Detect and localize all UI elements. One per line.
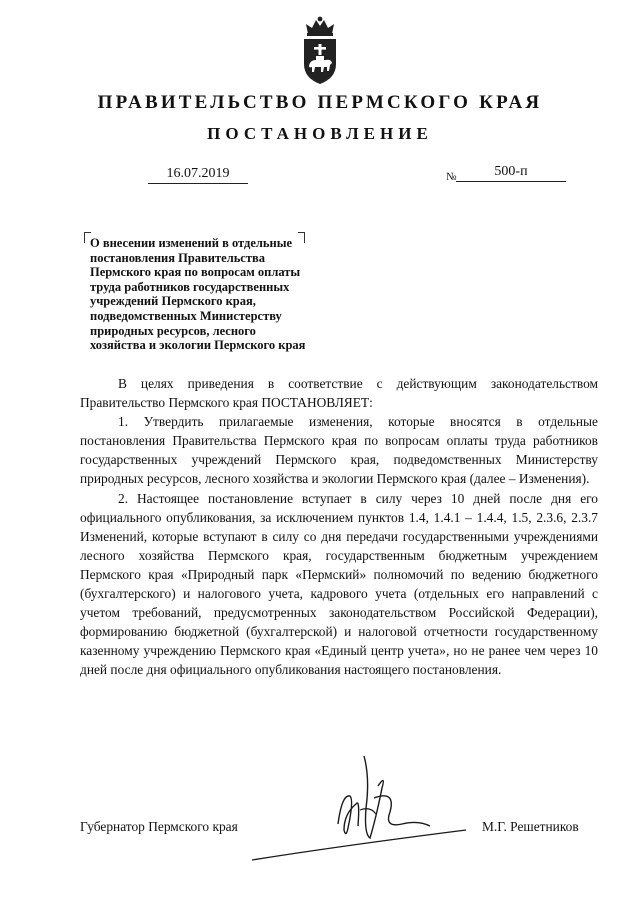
signer-position: Губернатор Пермского края [80, 819, 238, 834]
org-title: ПРАВИТЕЛЬСТВО ПЕРМСКОГО КРАЯ [97, 92, 543, 113]
subject-line: Пермского края по вопросам оплаты [90, 265, 301, 280]
body-paragraph-preamble: В целях приведения в соответствие с действующим законодательством Правительство Пермского края ПОСТАНОВЛЯЕТ: [80, 376, 598, 411]
subject-line: постановления Правительства [90, 250, 265, 265]
perm-krai-coat-of-arms-icon [298, 14, 342, 86]
subject-line: подведомственных Министерству [90, 308, 282, 323]
date-field [148, 166, 248, 184]
body-paragraph-1: 1. Утвердить прилагаемые изменения, которые вносятся в отдельные постановления Правительства Пермского края по вопросам оплаты труда работников государственных учреждений Пермского края, подведомственных Министерству природных ресурсов, лесного хозяйства и экологии Пермского края (далее – Изменения). [80, 414, 598, 487]
subject-line: учреждений Пермского края, [90, 294, 256, 309]
subject-line: труда работников государственных [90, 279, 290, 294]
body-paragraph-2: 2. Настоящее постановление вступает в силу через 10 дней после дня его официального опубликования, за исключением пунктов 1.4, 1.4.1 – 1.4.4, 1.5, 2.3.6, 2.3.7 Изменений, которые вступают в силу со дня передачи государственными учреждениями лесного хозяйства Пермского края, государственным бюджетным учреждением Пермского края «Природный парк «Пермский» полномочий по ведению бюджетного (бухгалтерского) и налогового учета, кадрового учета (отдельных его направлений с учетом требований, предусмотренных законодательством Российской Федерации), формированию бюджетной (бухгалтерской) и налоговой отчетности государственному казенному учреждению Пермского края «Единый центр учета», но не ранее чем через 10 дней после дня официального опубликования настоящего постановления. [80, 490, 598, 678]
subject-line: природных ресурсов, лесного [90, 323, 256, 338]
document-date: 16.07.2019 [166, 166, 230, 181]
signer-name: М.Г. Решетников [482, 819, 579, 834]
document-body [80, 374, 598, 680]
number-label: № [446, 171, 457, 183]
document-subject [90, 236, 370, 353]
subject-line: хозяйства и экологии Пермского края [90, 338, 306, 353]
subject-line: О внесении изменений в отдельные [90, 236, 293, 250]
number-underline [456, 181, 566, 182]
doc-type-title: ПОСТАНОВЛЕНИЕ [207, 124, 433, 143]
date-underline [148, 183, 248, 184]
handwritten-signature-icon [230, 748, 470, 868]
document-number: 500-п [494, 164, 528, 179]
number-field [456, 164, 566, 182]
